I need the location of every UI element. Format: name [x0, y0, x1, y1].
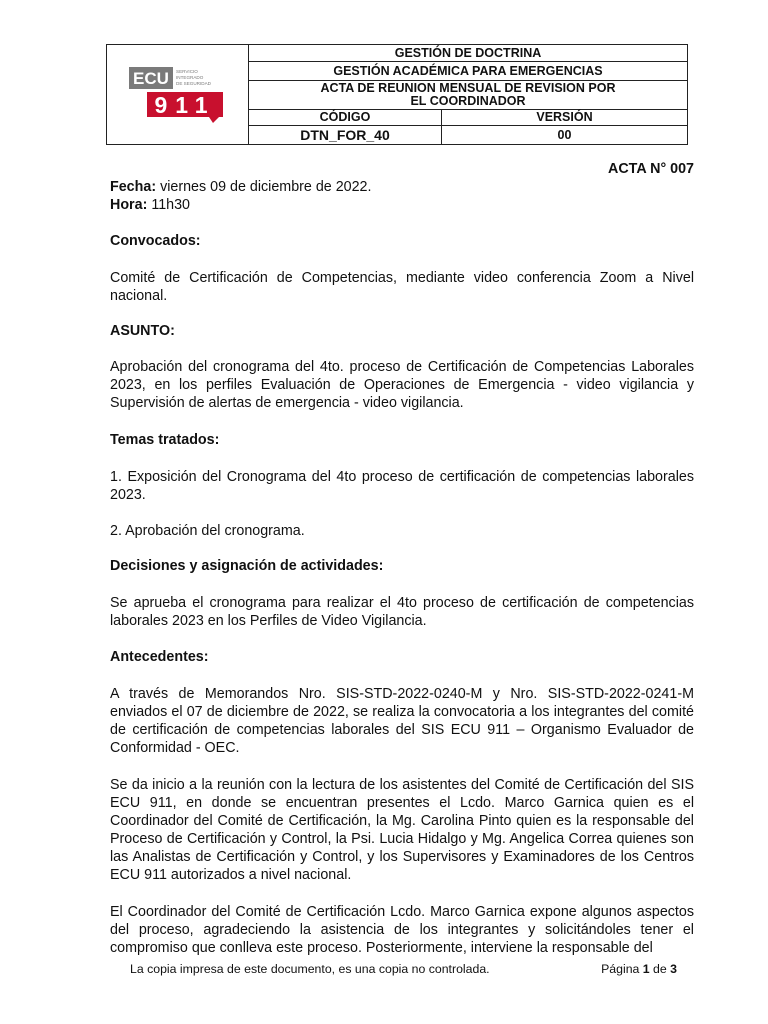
temas-title: Temas tratados: — [110, 432, 220, 448]
codigo-label: CÓDIGO — [249, 110, 442, 125]
page-number — [601, 962, 677, 976]
hora-line — [110, 196, 694, 214]
fecha-value: viernes 09 de diciembre de 2022. — [156, 179, 372, 195]
page-of: de — [649, 962, 671, 976]
document-header-table — [106, 44, 688, 145]
antecedentes-paragraph-2: Se da inicio a la reunión con la lectura de los asistentes del Comité de Certificación del SIS ECU 911, en donde se encuentran presentes el Lcdo. Marco Garnica quien es el Coordinador del Comité de Certificación, la Mg. Carolina Pinto quien es la responsable del Proceso de Certificación y Control, la Psi. Lucia Hidalgo y Mg. Angelica Correa quienes son las Analistas de Certificación y Control, y los Supervisores y Examinadores de los Centros ECU 911 autorizados a nivel nacional. — [110, 777, 694, 883]
ecu911-logo — [127, 65, 227, 123]
logo-tagline-2: INTEGRADO — [176, 75, 204, 80]
header-row-doctrina — [249, 45, 687, 62]
asunto-title: ASUNTO: — [110, 323, 175, 339]
header-row-acta-title — [249, 81, 687, 110]
convocados-text: Comité de Certificación de Competencias, mediante video conferencia Zoom a Nivel nacional. — [110, 270, 694, 304]
convocados-title: Convocados: — [110, 233, 201, 249]
logo-cell — [107, 45, 249, 144]
tema-1: 1. Exposición del Cronograma del 4to proceso de certificación de competencias laborales 2023. — [110, 469, 694, 503]
fecha-line — [110, 178, 694, 196]
codigo-value: DTN_FOR_40 — [249, 126, 442, 144]
header-row-labels — [249, 110, 687, 126]
header-row-gestion — [249, 62, 687, 81]
hora-label: Hora: — [110, 197, 148, 213]
antecedentes-paragraph-1: A través de Memorandos Nro. SIS-STD-2022-0240-M y Nro. SIS-STD-2022-0241-M enviados el 07 de diciembre de 2022, se realiza la convocatoria a los integrantes del comité de certificación de competencias laborales del SIS ECU 911 – Organismo Evaluador de Conformidad - OEC. — [110, 686, 694, 756]
antecedentes-title: Antecedentes: — [110, 649, 209, 665]
logo-tagline-1: SERVICIO — [176, 69, 198, 74]
header-acta-title: ACTA DE REUNION MENSUAL DE REVISION POR EL COORDINADOR — [320, 81, 616, 108]
document-body — [110, 158, 694, 957]
acta-number: ACTA N° 007 — [608, 161, 694, 177]
page-current: 1 — [642, 962, 650, 976]
asunto-text: Aprobación del cronograma del 4to. proceso de Certificación de Competencias Laborales 2023, en los perfiles Evaluación de Operaciones de Emergencia - video vigilancia y Supervisión de alertas de emergencia - video vigilancia. — [110, 359, 694, 411]
footer-note: La copia impresa de este documento, es una copia no controlada. — [130, 962, 490, 976]
header-row-values — [249, 126, 687, 144]
decisiones-text: Se aprueba el cronograma para realizar el 4to proceso de certificación de competencias laborales 2023 en los Perfiles de Video Vigilancia. — [110, 595, 694, 629]
logo-tagline-3: DE SEGURIDAD — [176, 81, 211, 86]
antecedentes-paragraph-3: El Coordinador del Comité de Certificación Lcdo. Marco Garnica expone algunos aspectos del proceso, agradeciendo la asistencia de los integrantes y solicitándoles tener el compromiso que conlleva este proceso. Posteriormente, interviene la responsable del — [110, 904, 694, 956]
version-label: VERSIÓN — [536, 110, 593, 124]
page-total: 3 — [670, 962, 677, 976]
fecha-label: Fecha: — [110, 179, 157, 195]
tema-2: 2. Aprobación del cronograma. — [110, 523, 305, 539]
version-value: 00 — [557, 127, 572, 142]
hora-value: 11h30 — [147, 197, 191, 213]
logo-ecu-text: ECU — [133, 69, 169, 88]
header-doctrina: GESTIÓN DE DOCTRINA — [394, 45, 542, 60]
decisiones-title: Decisiones y asignación de actividades: — [110, 558, 384, 574]
header-gestion-academica: GESTIÓN ACADÉMICA PARA EMERGENCIAS — [333, 63, 603, 78]
logo-911-text: 911 — [154, 92, 216, 118]
page-label: Página — [601, 962, 643, 976]
